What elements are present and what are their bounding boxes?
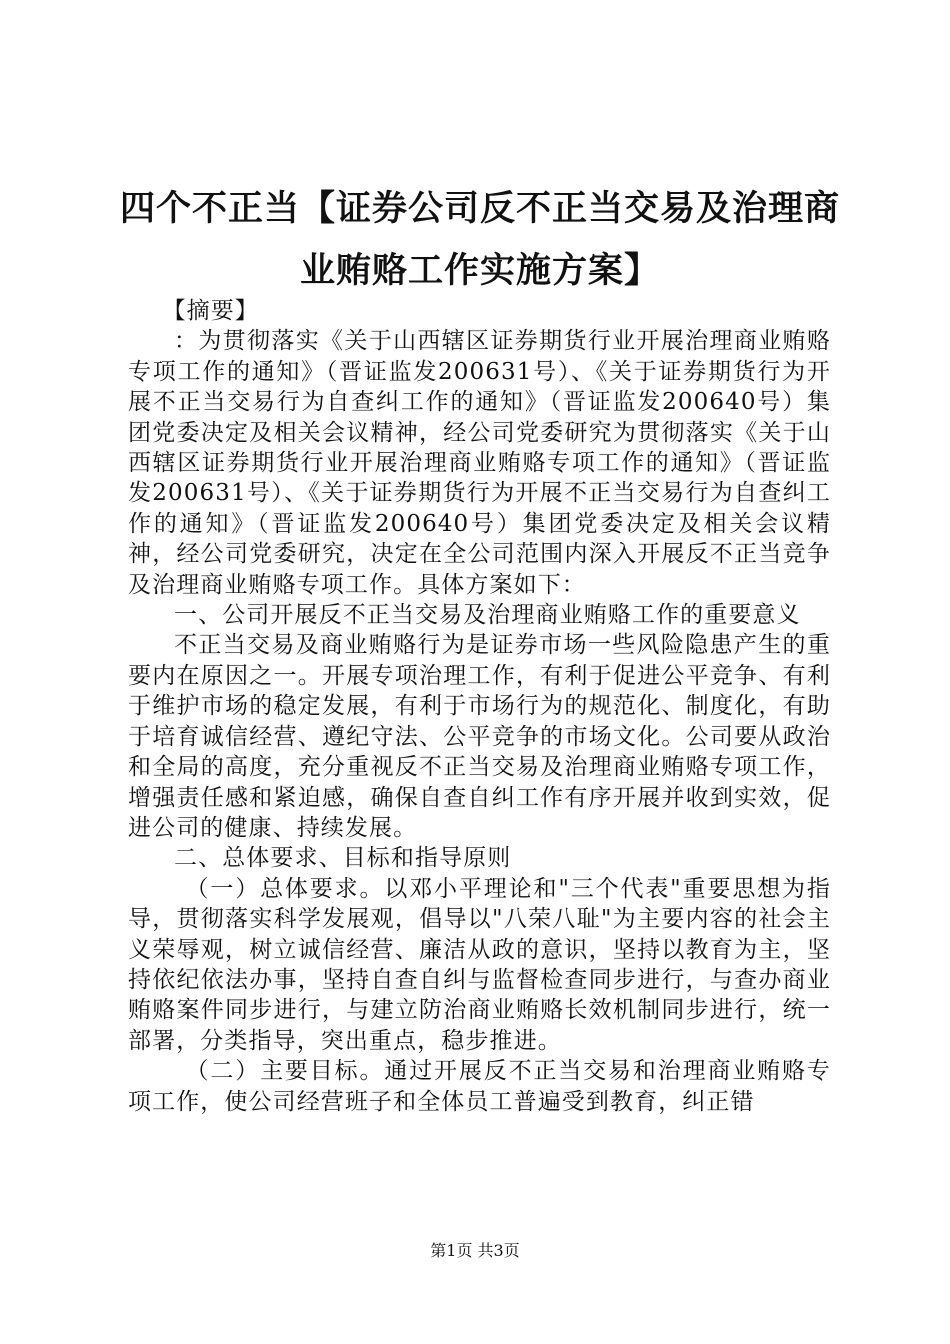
- body-paragraph: （二）主要目标。通过开展反不正当交易和治理商业贿赂专项工作，使公司经营班子和全体员工普遍受到教育，纠正错: [128, 1058, 831, 1115]
- section-heading-2: 二、总体要求、目标和指导原则: [174, 845, 512, 872]
- section-heading-1: 一、公司开展反不正当交易及治理商业贿赂工作的重要意义: [174, 602, 801, 629]
- abstract-paragraph: ：为贯彻落实《关于山西辖区证券期货行业开展治理商业贿赂专项工作的通知》（晋证监发200631号）、《关于证券期货行为开展不正当交易行为自查纠工作的通知》（晋证监发200640号）集团党委决定及相关会议精神，经公司党委研究为贯彻落实《关于山西辖区证券期货行业开展治理商业贿赂专项工作的通知》（晋证监发200631号）、《关于证券期货行为开展不正当交易行为自查纠工作的通知》（晋证监发200640号）集团党委决定及相关会议精神，经公司党委研究，决定在全公司范围内深入开展反不正当竞争及治理商业贿赂专项工作。具体方案如下：: [128, 328, 831, 598]
- body-paragraph: （一）总体要求。以邓小平理论和"三个代表"重要思想为指导，贯彻落实科学发展观，倡导以"八荣八耻"为主要内容的社会主义荣辱观，树立诚信经营、廉洁从政的意识，坚持以教育为主，坚持依纪依法办事，坚持自查自纠与监督检查同步进行，与查办商业贿赂案件同步进行，与建立防治商业贿赂长效机制同步进行，统一部署，分类指导，突出重点，稳步推进。: [128, 875, 831, 1054]
- abstract-heading: 【摘要】: [162, 298, 259, 324]
- page-footer: 第1页 共3页: [430, 1241, 520, 1260]
- document-body: [128, 296, 831, 1117]
- document-title: 四个不正当【证券公司反不正当交易及治理商业贿赂工作实施方案】: [120, 189, 841, 291]
- body-paragraph: 不正当交易及商业贿赂行为是证券市场一些风险隐患产生的重要内在原因之一。开展专项治理工作，有利于促进公平竞争、有利于维护市场的稳定发展，有利于市场行为的规范化、制度化，有助于培育诚信经营、遵纪守法、公平竞争的市场文化。公司要从政治和全局的高度，充分重视反不正当交易及治理商业贿赂专项工作，增强责任感和紧迫感，确保自查自纠工作有序开展并收到实效，促进公司的健康、持续发展。: [128, 632, 831, 841]
